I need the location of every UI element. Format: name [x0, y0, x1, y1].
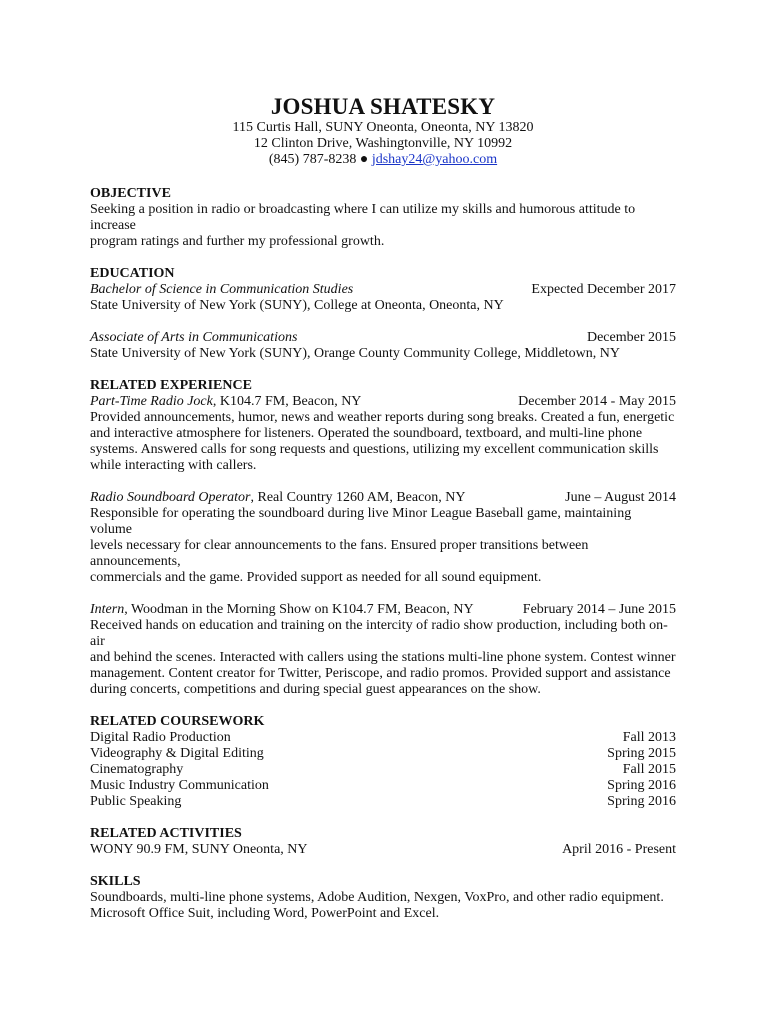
- course-term: Spring 2016: [607, 778, 676, 793]
- job-org: , Real Country 1260 AM, Beacon, NY: [250, 490, 466, 505]
- education-header-row: [90, 330, 676, 346]
- section-title-skills: SKILLS: [90, 874, 141, 889]
- experience-entry: [90, 602, 676, 698]
- section-title-experience: RELATED EXPERIENCE: [90, 378, 252, 393]
- phone-number: (845) 787-8238: [268, 152, 357, 167]
- job-description-line: Responsible for operating the soundboard during live Minor League Baseball game, maintaining volume: [90, 506, 632, 537]
- course-row: [90, 794, 676, 810]
- course-name: Cinematography: [90, 762, 184, 777]
- course-row: [90, 746, 676, 762]
- experience-header-row: [90, 490, 676, 506]
- job-description-line: levels necessary for clear announcements to the fans. Ensured proper transitions between announcements,: [90, 538, 589, 569]
- experience-position: [90, 394, 361, 410]
- course-name: Digital Radio Production: [90, 730, 231, 745]
- school-name: State University of New York (SUNY), College at Oneonta, Oneonta, NY: [90, 298, 504, 313]
- job-date: February 2014 – June 2015: [522, 602, 676, 617]
- job-role: Radio Soundboard Operator: [90, 490, 251, 505]
- education-entry: [90, 330, 676, 362]
- resume-header: [90, 94, 676, 168]
- degree-date: Expected December 2017: [531, 282, 676, 297]
- job-description-line: management. Content creator for Twitter, Periscope, and radio promos. Provided support and assistance: [90, 666, 671, 681]
- course-row: [90, 778, 676, 794]
- course-term: Spring 2016: [607, 794, 676, 809]
- degree-date: December 2015: [586, 330, 676, 345]
- course-term: Fall 2015: [622, 762, 676, 777]
- phone-email-line: [90, 152, 676, 168]
- job-description-line: Provided announcements, humor, news and weather reports during song breaks. Created a fun, energetic: [90, 410, 675, 425]
- job-description-line: during concerts, competitions and during special guest appearances on the show.: [90, 682, 541, 697]
- job-date: June – August 2014: [565, 490, 676, 505]
- address-home: 12 Clinton Drive, Washingtonville, NY 10992: [253, 136, 513, 151]
- objective-line: program ratings and further my professional growth.: [90, 234, 385, 249]
- course-name: Music Industry Communication: [90, 778, 269, 793]
- job-description-line: systems. Answered calls for song requests and questions, utilizing my excellent communication skills: [90, 442, 659, 457]
- section-title-education: EDUCATION: [90, 266, 175, 281]
- course-term: Fall 2013: [622, 730, 676, 745]
- experience-position: [90, 490, 466, 506]
- course-row: [90, 730, 676, 746]
- resume-document: [90, 94, 676, 922]
- job-role: Part-Time Radio Jock: [90, 394, 213, 409]
- job-role: Intern: [90, 602, 125, 617]
- skills-line: Microsoft Office Suit, including Word, PowerPoint and Excel.: [90, 906, 440, 921]
- degree-name: Bachelor of Science in Communication Studies: [90, 282, 354, 297]
- school-name: State University of New York (SUNY), Orange County Community College, Middletown, NY: [90, 346, 621, 361]
- education-section: [90, 266, 676, 362]
- experience-entry: [90, 394, 676, 474]
- job-description-line: and behind the scenes. Interacted with callers using the stations multi-line phone system. Contest winner: [90, 650, 676, 665]
- experience-section: [90, 378, 676, 698]
- section-title-activities: RELATED ACTIVITIES: [90, 826, 242, 841]
- activity-name: WONY 90.9 FM, SUNY Oneonta, NY: [90, 842, 308, 857]
- contact-block: [90, 120, 676, 168]
- activity-date: April 2016 - Present: [562, 842, 676, 857]
- course-row: [90, 762, 676, 778]
- education-header-row: [90, 282, 676, 298]
- activities-section: [90, 826, 676, 858]
- course-name: Public Speaking: [90, 794, 182, 809]
- objective-line: Seeking a position in radio or broadcasting where I can utilize my skills and humorous attitude to increase: [90, 202, 636, 233]
- degree-name: Associate of Arts in Communications: [90, 330, 298, 345]
- job-description-line: commercials and the game. Provided support as needed for all sound equipment.: [90, 570, 542, 585]
- job-org: , K104.7 FM, Beacon, NY: [212, 394, 362, 409]
- experience-header-row: [90, 394, 676, 410]
- candidate-name: JOSHUA SHATESKY: [270, 94, 496, 119]
- job-description-line: while interacting with callers.: [90, 458, 257, 473]
- coursework-section: [90, 714, 676, 810]
- education-entry: [90, 282, 676, 314]
- experience-position: [90, 602, 474, 618]
- course-name: Videography & Digital Editing: [90, 746, 264, 761]
- activity-row: [90, 842, 676, 858]
- bullet-separator: ●: [359, 152, 369, 167]
- experience-entry: [90, 490, 676, 586]
- skills-section: [90, 874, 676, 922]
- job-date: December 2014 - May 2015: [518, 394, 676, 409]
- job-org: , Woodman in the Morning Show on K104.7 FM, Beacon, NY: [124, 602, 474, 617]
- job-description-line: and interactive atmosphere for listeners. Operated the soundboard, textboard, and multi-line phone: [90, 426, 643, 441]
- objective-section: [90, 186, 676, 250]
- section-title-coursework: RELATED COURSEWORK: [90, 714, 265, 729]
- experience-header-row: [90, 602, 676, 618]
- address-campus: 115 Curtis Hall, SUNY Oneonta, Oneonta, NY 13820: [232, 120, 534, 135]
- section-title-objective: OBJECTIVE: [90, 186, 171, 201]
- course-term: Spring 2015: [607, 746, 676, 761]
- skills-line: Soundboards, multi-line phone systems, Adobe Audition, Nexgen, VoxPro, and other radio equipment.: [90, 890, 664, 905]
- email-link[interactable]: jdshay24@yahoo.com: [371, 152, 498, 167]
- job-description-line: Received hands on education and training on the intercity of radio show production, including both on-air: [90, 618, 668, 649]
